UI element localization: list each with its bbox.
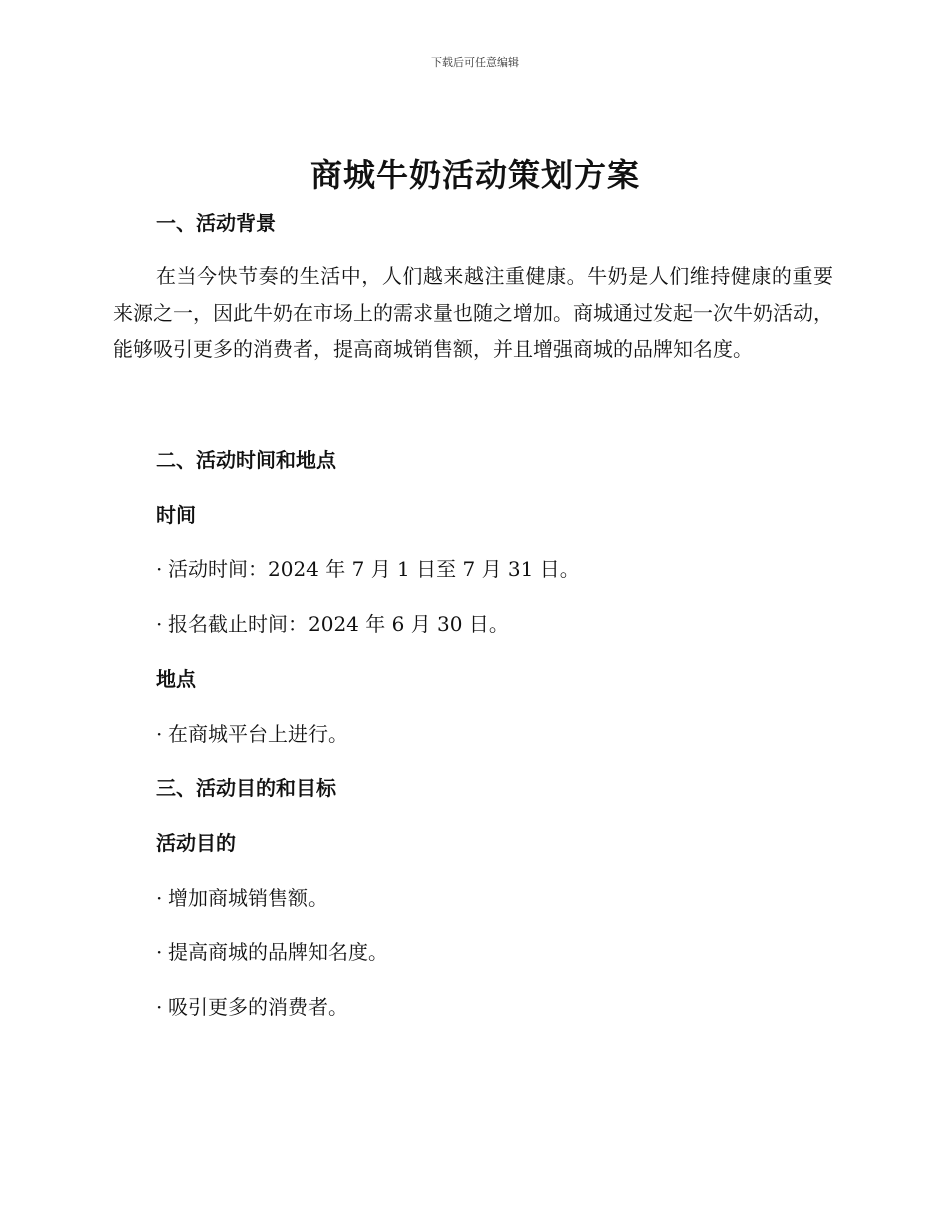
list-item [156, 991, 348, 1020]
bullet-icon: · [156, 557, 163, 581]
list-item-text: 在商城平台上进行。 [168, 722, 348, 746]
list-item-text: 吸引更多的消费者。 [168, 995, 348, 1019]
list-item-text: 增加商城销售额。 [168, 886, 328, 910]
bullet-icon: · [156, 995, 163, 1019]
subheading-purpose: 活动目的 [156, 831, 236, 855]
bullet-icon: · [156, 612, 163, 636]
list-item [156, 936, 388, 965]
subheading-place: 地点 [156, 667, 196, 691]
list-item [156, 608, 509, 637]
list-item [156, 882, 328, 911]
list-item-text: 报名截止时间：2024 年 6 月 30 日。 [168, 612, 509, 636]
document-title: 商城牛奶活动策划方案 [309, 156, 640, 194]
background-paragraph: 在当今快节奏的生活中，人们越来越注重健康。牛奶是人们维持健康的重要来源之一，因此牛奶在市场上的需求量也随之增加。商城通过发起一次牛奶活动，能够吸引更多的消费者，提高商城销售额，并且增强商城的品牌知名度。 [113, 264, 833, 361]
subheading-time: 时间 [156, 503, 196, 527]
list-item-text: 提高商城的品牌知名度。 [168, 940, 388, 964]
section-heading-goals: 三、活动目的和目标 [156, 776, 336, 800]
list-item-text: 活动时间：2024 年 7 月 1 日至 7 月 31 日。 [168, 557, 580, 581]
bullet-icon: · [156, 940, 163, 964]
section-heading-background: 一、活动背景 [156, 211, 276, 235]
list-item [156, 553, 580, 582]
header-note: 下载后可任意编辑 [431, 56, 519, 69]
list-item [156, 718, 348, 747]
bullet-icon: · [156, 722, 163, 746]
bullet-icon: · [156, 886, 163, 910]
section-heading-time-place: 二、活动时间和地点 [156, 448, 336, 472]
